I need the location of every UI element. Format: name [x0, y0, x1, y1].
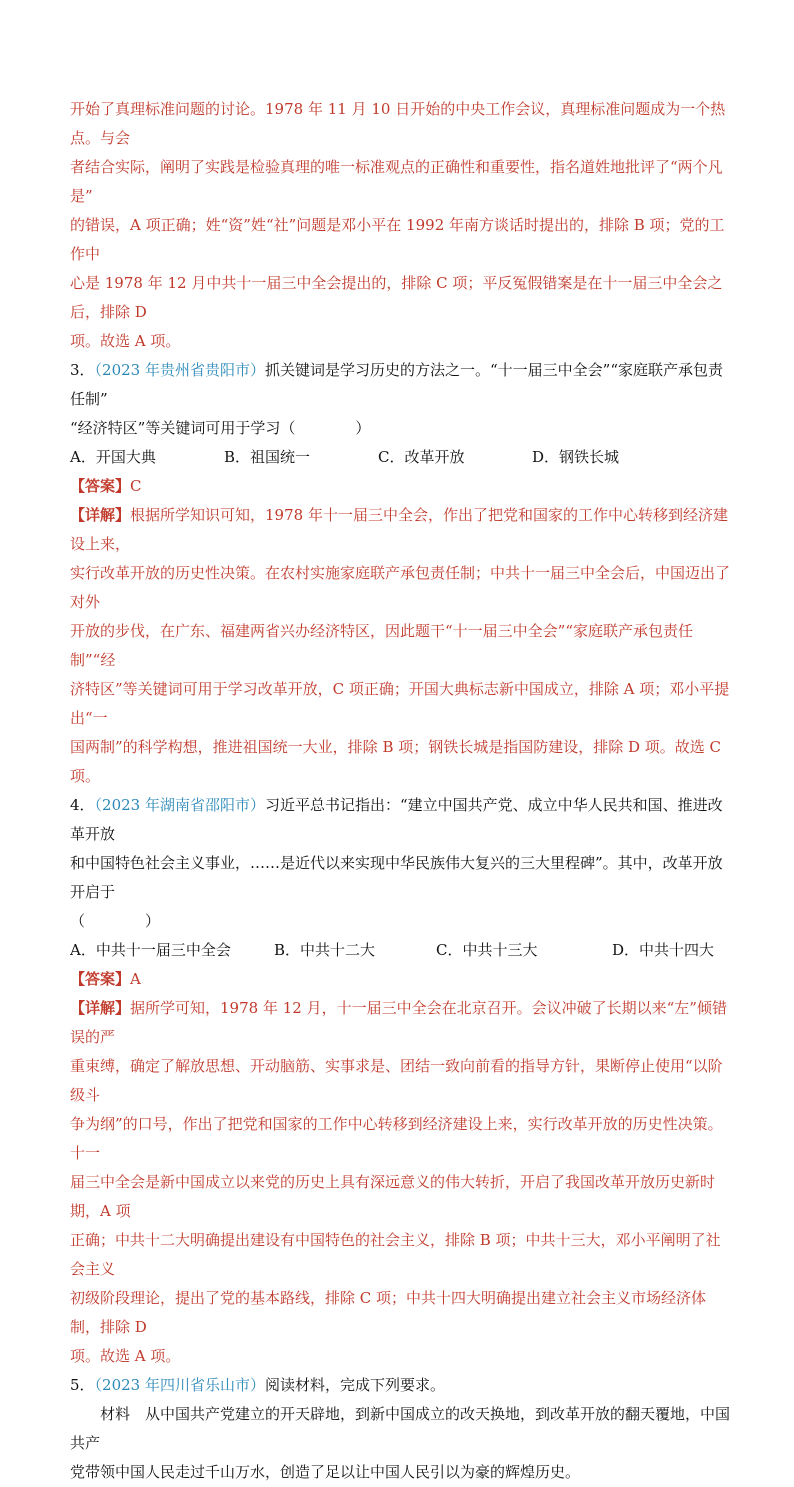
question-3-options: [70, 443, 734, 472]
option-d: D．中共十四大: [612, 941, 715, 959]
answer-label: 【答案】: [70, 970, 131, 988]
question-number: 5．: [70, 1376, 95, 1394]
detail-line-6: 初级阶段理论，提出了党的基本路线，排除 C 项；中共十四大明确提出建立社会主义市场经济体制，排除 D: [70, 1289, 707, 1336]
question-3-detail: [70, 501, 734, 791]
answer-label: 【答案】: [70, 477, 131, 495]
question-5: [70, 1371, 734, 1487]
detail-line-3: 开放的步伐，在广东、福建两省兴办经济特区，因此题干“十一届三中全会”“家庭联产承包责任制”“经: [70, 622, 694, 669]
detail-line-7: 项。故选 A 项。: [70, 1347, 181, 1365]
intro-line-4: 心是 1978 年 12 月中共十一届三中全会提出的，排除 C 项；平反冤假错案是在十一届三中全会之后，排除 D: [70, 274, 723, 321]
intro-line-1: 开始了真理标准问题的讨论。1978 年 11 月 10 日开始的中央工作会议，真理标准问题成为一个热点。与会: [70, 100, 726, 147]
question-source: （2023 年贵州省贵阳市）: [94, 361, 265, 379]
question-3: [70, 356, 734, 791]
question-number: 4．: [70, 796, 95, 814]
intro-line-5: 项。故选 A 项。: [70, 332, 181, 350]
detail-line-1: 【详解】据所学可知，1978 年 12 月，十一届三中全会在北京召开。会议冲破了长期以来“左”倾错误的严: [70, 999, 727, 1046]
question-3-answer: [70, 472, 734, 501]
question-source: （2023 年四川省乐山市）: [94, 1376, 265, 1394]
option-d: D．钢铁长城: [532, 448, 620, 466]
option-c: C．中共十三大: [436, 941, 538, 959]
intro-explanation: [70, 95, 734, 356]
question-4-stem-line-1: 4．（2023 年湖南省邵阳市）习近平总书记指出：“建立中国共产党、成立中华人民共和国、推进改革开放: [70, 796, 723, 843]
document-page: [70, 95, 734, 1487]
question-4-options: [70, 936, 734, 965]
option-c: C．改革开放: [378, 448, 465, 466]
answer-value: C: [130, 477, 142, 495]
intro-line-3: 的错误，A 项正确；姓“资”姓“社”问题是邓小平在 1992 年南方谈话时提出的，排除 B 项；党的工作中: [70, 216, 725, 263]
material-line-2: 党带领中国人民走过千山万水，创造了足以让中国人民引以为豪的辉煌历史。: [70, 1463, 581, 1481]
option-a: A．开国大典: [70, 448, 156, 466]
detail-line-5: 国两制”的科学构想，推进祖国统一大业，排除 B 项；钢铁长城是指国防建设，排除 D 项。故选 C 项。: [70, 738, 722, 785]
detail-line-2: 重束缚，确定了解放思想、开动脑筋、实事求是、团结一致向前看的指导方针，果断停止使用“以阶级斗: [70, 1057, 723, 1104]
question-4-stem-line-2: 和中国特色社会主义事业，……是近代以来实现中华民族伟大复兴的三大里程碑”。其中，改革开放开启于: [70, 854, 723, 901]
option-b: B．祖国统一: [224, 448, 311, 466]
question-4-stem-line-3: （ ）: [70, 912, 161, 930]
answer-value: A: [130, 970, 141, 988]
detail-line-2: 实行改革开放的历史性决策。在农村实施家庭联产承包责任制；中共十一届三中全会后，中国迈出了对外: [70, 564, 731, 611]
question-number: 3．: [70, 361, 95, 379]
detail-label: 【详解】: [70, 999, 131, 1017]
question-4-detail: [70, 994, 734, 1371]
question-5-stem: 5．（2023 年四川省乐山市）阅读材料，完成下列要求。: [70, 1376, 446, 1394]
detail-line-1: 【详解】根据所学知识可知，1978 年十一届三中全会，作出了把党和国家的工作中心转移到经济建设上来，: [70, 506, 728, 553]
material-line-1: 材料 从中国共产党建立的开天辟地，到新中国成立的改天换地，到改革开放的翻天覆地，中国共产: [70, 1405, 731, 1452]
detail-line-3: 争为纲”的口号，作出了把党和国家的工作中心转移到经济建设上来，实行改革开放的历史性决策。十一: [70, 1115, 723, 1162]
question-3-stem-line-1: 3．（2023 年贵州省贵阳市）抓关键词是学习历史的方法之一。“十一届三中全会”“家庭联产承包责任制”: [70, 361, 724, 408]
detail-line-5: 正确；中共十二大明确提出建设有中国特色的社会主义，排除 B 项；中共十三大，邓小平阐明了社会主义: [70, 1231, 721, 1278]
option-b: B．中共十二大: [274, 941, 376, 959]
detail-line-4: 届三中全会是新中国成立以来党的历史上具有深远意义的伟大转折，开启了我国改革开放历史新时期，A 项: [70, 1173, 716, 1220]
question-source: （2023 年湖南省邵阳市）: [94, 796, 265, 814]
intro-line-2: 者结合实际，阐明了实践是检验真理的唯一标准观点的正确性和重要性，指名道姓地批评了“两个凡是”: [70, 158, 723, 205]
question-4-answer: [70, 965, 734, 994]
question-3-stem-line-2: “经济特区”等关键词可用于学习（ ）: [70, 419, 371, 437]
detail-label: 【详解】: [70, 506, 131, 524]
question-4: [70, 791, 734, 1371]
detail-line-4: 济特区”等关键词可用于学习改革开放，C 项正确；开国大典标志新中国成立，排除 A 项；邓小平提出“一: [70, 680, 730, 727]
option-a: A．中共十一届三中全会: [70, 941, 231, 959]
